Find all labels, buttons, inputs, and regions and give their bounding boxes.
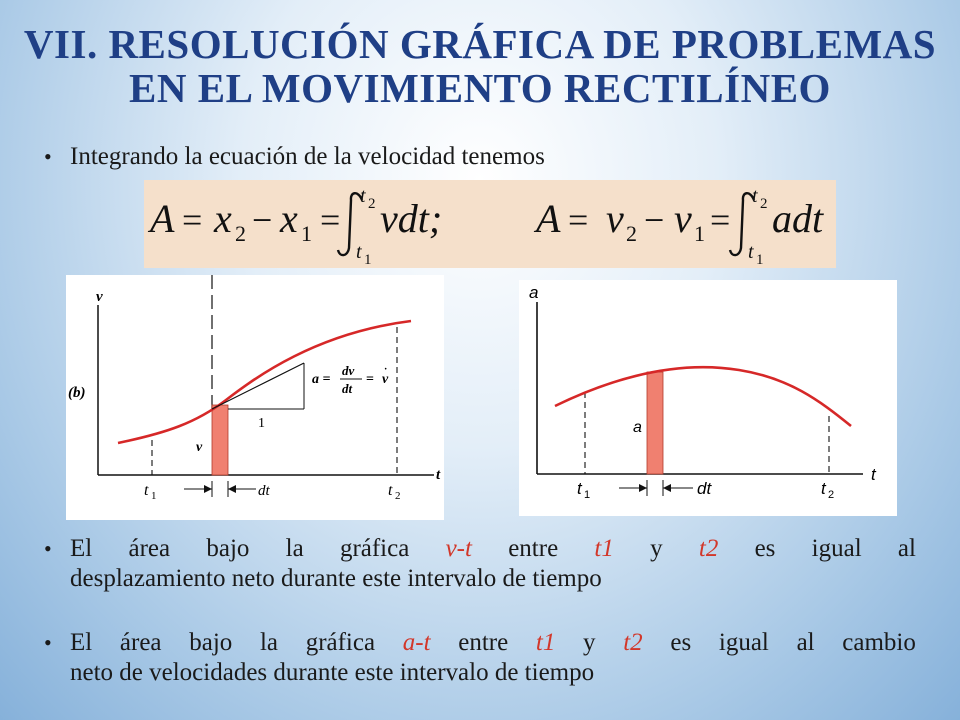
eq-right-equals-1: = [568,200,589,240]
vt-graph-svg [66,275,444,520]
bullet3-word: la [259,629,278,656]
vt-dt-arrowhead-left-icon [204,485,212,493]
at-y-label: a [529,283,539,302]
title-line-2: EN EL MOVIMIENTO RECTILÍNEO [129,65,831,111]
vt-slope-dot: · [384,364,388,375]
bullet-vt-line-2: desplazamiento neto durante este intervalo de tiempo [70,565,602,592]
eq-right-lower-sub: 1 [756,252,764,268]
vt-slope-result: v [382,372,389,387]
bullet2-word: es [754,535,776,562]
eq-left-minus: − [252,200,273,240]
eq-left-integrand: vdt; [380,196,443,241]
bullet3-word: a-t [402,629,431,656]
at-graph-svg [519,280,897,516]
bullet2-word: la [285,535,304,562]
at-t1-label: t [577,479,582,498]
eq-left-upper-sub: 2 [368,196,376,212]
eq-right-lower: t [748,241,754,263]
eq-right-v2: v [606,196,624,241]
bullet2-word: El [70,535,93,562]
vt-slope-den: dt [342,381,353,396]
bullet3-word: y [583,629,596,656]
equations-svg [144,180,836,268]
bullet-text: Integrando la ecuación de la velocidad tenemos [70,143,545,170]
bullet-at-text [70,628,916,688]
figure-acceleration-time [519,280,897,516]
vt-slope-num: dv [342,363,355,378]
eq-left-lower: t [356,241,362,263]
eq-right-v2-sub: 2 [626,221,637,246]
vt-dt-label: dt [258,483,270,499]
bullet-at-line-2: neto de velocidades durante este intervalo de tiempo [70,659,595,686]
vt-t1-sub: 1 [151,490,157,502]
bullet2-word: y [650,535,663,562]
eq-left-x1: x [280,196,298,241]
eq-right-equals-2: = [710,200,731,240]
bullet3-word: es [670,629,692,656]
vt-bar-label: v [196,440,203,455]
eq-right-minus: − [644,200,665,240]
bullet-vt-text [70,534,916,594]
eq-right-v1: v [674,196,692,241]
vt-y-label: v [96,289,103,305]
bullet-vt-line-1 [70,534,916,564]
at-bar-label: a [633,419,642,436]
eq-left-equals-1: = [182,200,203,240]
bullet2-word: t1 [594,535,614,562]
bullet-at-area [44,628,916,688]
at-area-strip [647,372,663,474]
vt-area-strip [212,405,228,475]
bullet-vt-area [44,534,916,594]
bullet2-word: v-t [445,535,472,562]
bullet-at-line-1 [70,628,916,658]
vt-slope-prefix: a = [312,372,331,387]
figure-velocity-time [66,275,444,520]
at-x-label: t [871,465,876,484]
bullet2-word: t2 [698,535,719,562]
bullet3-word: El [70,629,93,656]
vt-panel-label: (b) [68,385,86,401]
vt-x-label: t [436,467,441,483]
bullet3-word: igual [718,629,769,656]
bullet3-word: cambio [842,629,916,656]
eq-left-upper: t [360,185,366,207]
bullet3-word: área [119,629,162,656]
eq-left-lower-sub: 1 [364,252,372,268]
eq-right-upper-sub: 2 [760,196,768,212]
slide-title [0,22,960,110]
equation-box [144,180,836,268]
vt-t1-label: t [144,482,149,499]
bullet2-word: al [897,535,916,562]
bullet3-word: t1 [535,629,556,656]
vt-tangent-line [212,363,304,409]
bullet2-word: área [128,535,171,562]
vt-slope-eq: = [366,372,374,387]
vt-run-label: 1 [258,416,265,431]
vt-t2-sub: 2 [395,490,401,502]
bullet2-word: bajo [206,535,250,562]
vt-dt-arrowhead-right-icon [228,485,236,493]
at-dt-label: dt [697,479,712,498]
bullet2-word: igual [811,535,862,562]
bullet3-word: al [796,629,815,656]
eq-left-x1-sub: 1 [301,221,312,246]
bullet3-word: t2 [623,629,643,656]
bullet-dot-icon: • [44,630,52,655]
title-line-1: VII. RESOLUCIÓN GRÁFICA DE PROBLEMAS [23,21,937,67]
bullet2-word: gráfica [339,535,410,562]
at-t2-sub: 2 [828,489,835,501]
eq-right-integrand: adt [772,196,824,241]
eq-left-lhs: A [150,196,175,241]
eq-left-x2: x [214,196,232,241]
eq-right-upper: t [752,185,758,207]
vt-t2-label: t [388,482,393,499]
at-t1-sub: 1 [584,489,591,501]
eq-left-equals-2: = [320,200,341,240]
bullet3-word: bajo [189,629,233,656]
eq-right-lhs: A [536,196,561,241]
bullet-dot-icon: • [44,536,52,561]
eq-right-v1-sub: 1 [694,221,705,246]
at-dt-arrowhead-right-icon [663,484,671,492]
at-dt-arrowhead-left-icon [639,484,647,492]
at-curve [555,367,851,426]
at-t2-label: t [821,479,826,498]
eq-left-x2-sub: 2 [235,221,246,246]
bullet-dot-icon: • [44,144,52,169]
bullet3-word: gráfica [305,629,376,656]
bullet3-word: entre [458,629,509,656]
bullet2-word: entre [508,535,559,562]
